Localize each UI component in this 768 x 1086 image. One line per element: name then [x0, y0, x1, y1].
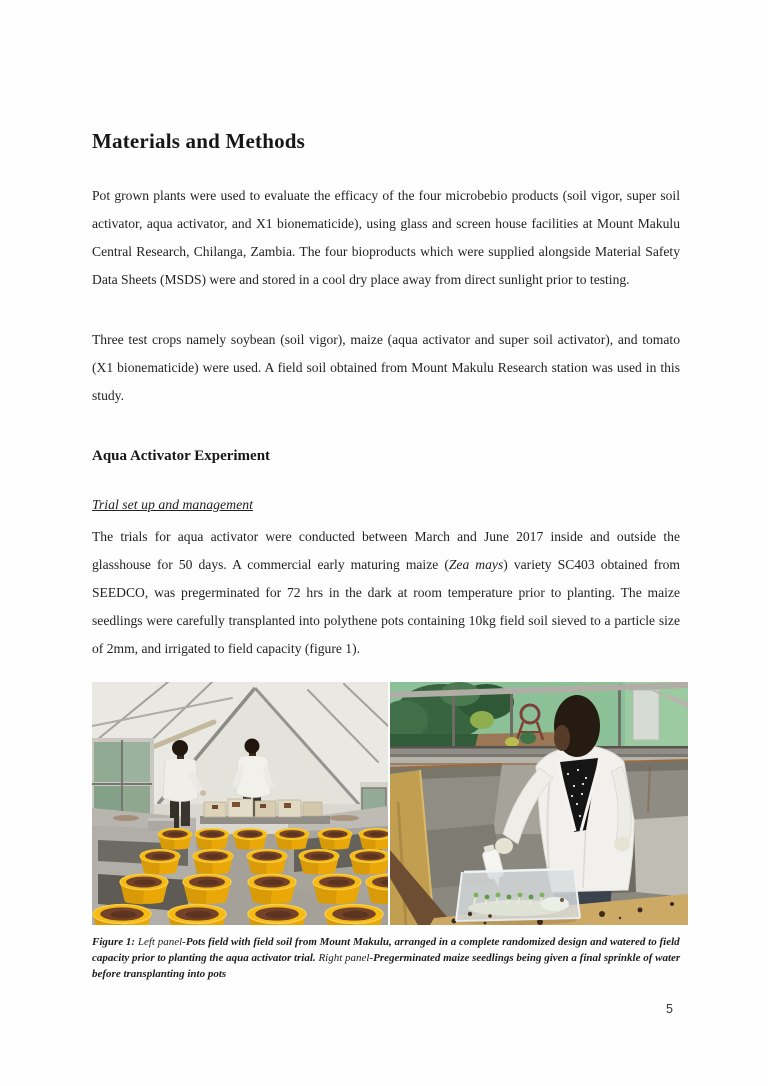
- photo-right-seedling-watering: [390, 682, 688, 925]
- right-panel-text: -Pregerminated maize seedlings being given a final sprinkle of water before transplanting into pots: [92, 952, 681, 980]
- section-heading-aqua-activator: Aqua Activator Experiment: [92, 448, 271, 464]
- figure-label: Figure 1:: [92, 936, 136, 948]
- trial-text-part2: ) variety SC403 obtained from SEEDCO, was pregerminated for 72 hrs in the dark at room temperature prior to planting. The maize seedlings were carefully transplanted into polythene pots containing 10kg field soil sieved to a particle size of 2mm, and irrigated to field capacity (figure 1).: [92, 557, 680, 656]
- page-title: Materials and Methods: [92, 129, 306, 153]
- species-name-italic: Zea mays: [448, 557, 504, 572]
- paragraph-test-crops: Three test crops namely soybean (soil vigor), maize (aqua activator and super soil activator), and tomato (X1 bionematicide) were used. A field soil obtained from Mount Makulu Research station was used in this study.: [92, 332, 680, 403]
- photo-left-greenhouse-pots: [92, 682, 388, 925]
- paragraph-products: Pot grown plants were used to evaluate the efficacy of the four microbebio products (soil vigor, super soil activator, aqua activator, and X1 bionematicide), using glass and screen house facilities at Mount Makulu Central Research, Chilanga, Zambia. The four bioproducts which were supplied alongside Material Safety Data Sheets (MSDS) were and stored in a cool dry place away from direct sunlight prior to testing.: [92, 188, 680, 287]
- small-bush: [520, 732, 536, 744]
- seedling-tray: [456, 869, 580, 921]
- door-panel: [633, 690, 659, 740]
- horizontal-rail: [390, 746, 688, 757]
- right-glove: [614, 837, 630, 852]
- right-panel-label: Right panel: [315, 952, 370, 964]
- plastic-bag: [541, 897, 569, 911]
- middle-bench-seed-boxes: [200, 799, 330, 824]
- subsection-heading-trial-setup: Trial set up and management: [92, 497, 253, 512]
- yellow-bush: [505, 737, 519, 747]
- figure-caption: [92, 934, 690, 982]
- figure-1: [92, 682, 688, 925]
- trial-text-part1: The trials for aqua activator were conducted between March and June 2017 inside and outside the glasshouse for 50 days. A commercial early maturing maize (: [92, 529, 680, 572]
- left-panel-text: -Pots field with field soil from Mount Makulu, arranged in a complete randomized design and watered to field capacity prior to planting the aqua activator trial.: [92, 936, 680, 964]
- pot-row-3: [120, 874, 388, 904]
- left-panel-label: Left panel: [135, 936, 183, 948]
- page-number: 5: [666, 1002, 673, 1016]
- paragraph-trial-details: [92, 523, 680, 663]
- face: [554, 725, 570, 751]
